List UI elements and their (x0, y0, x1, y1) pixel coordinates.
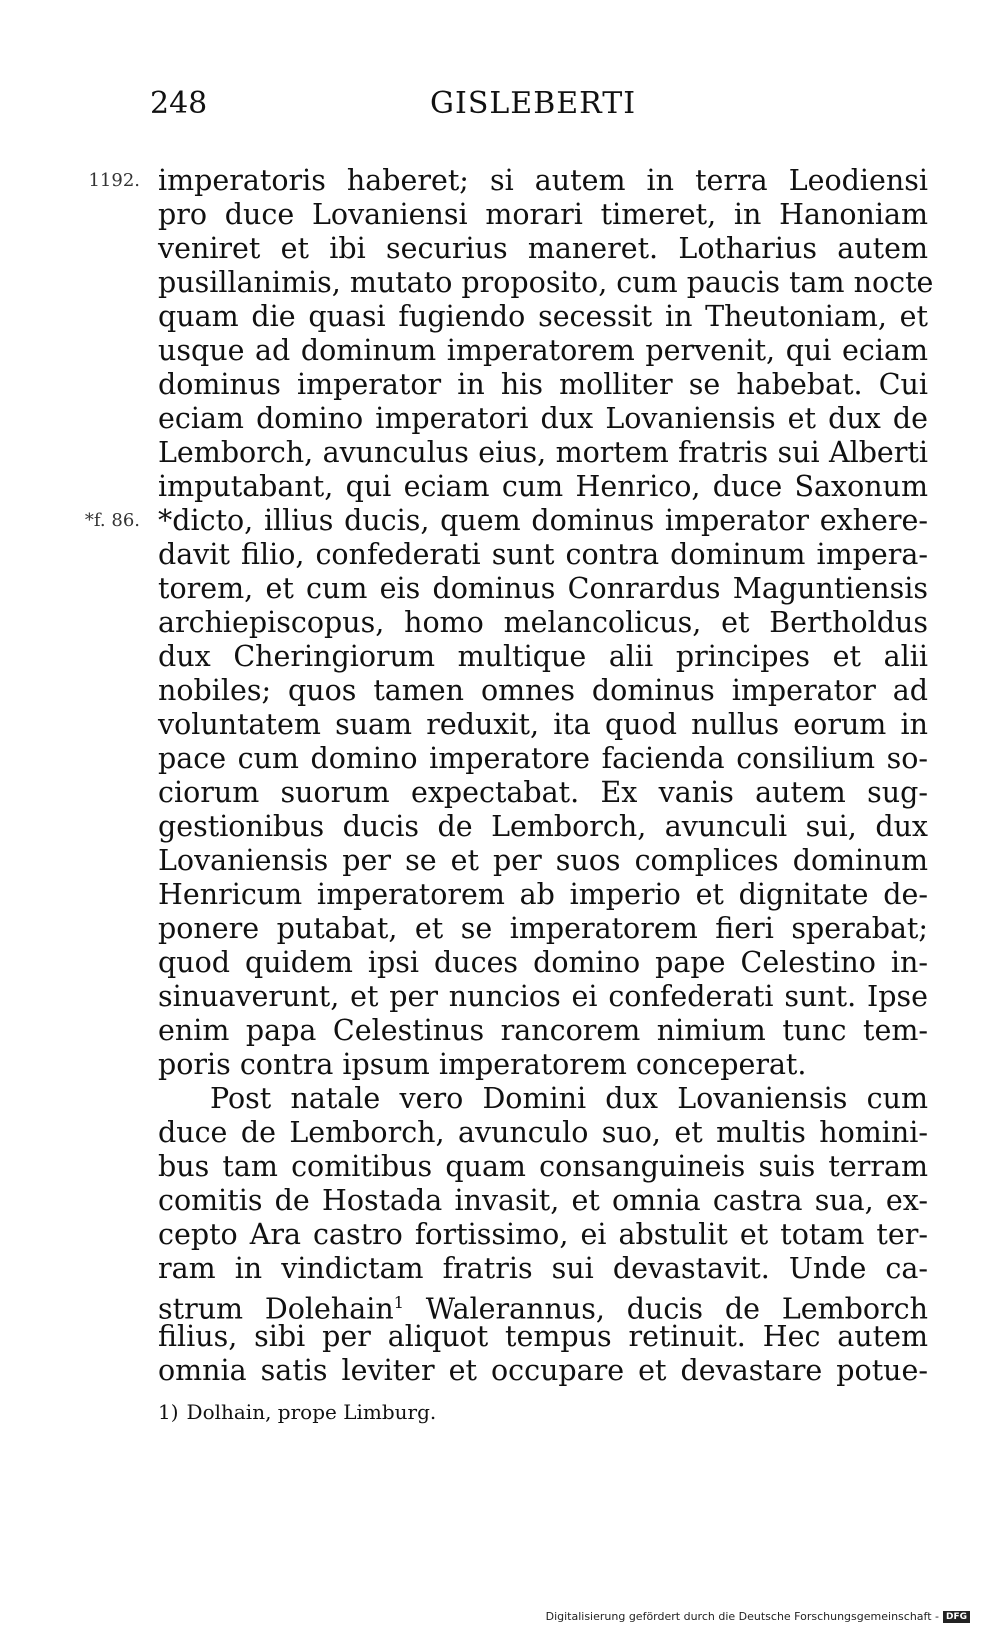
text-line: ram in vindictam fratris sui devastavit. Unde ca- (158, 1252, 928, 1285)
text-line: pusillanimis, mutato proposito, cum paucis tam nocte (158, 266, 934, 299)
footnote-text: Dolhain, prope Limburg. (186, 1400, 437, 1424)
text-line: quod quidem ipsi duces domino pape Celestino in- (158, 946, 928, 979)
text-line: 1192. imperatoris haberet; si autem in terra Leodiensi (88, 164, 928, 197)
text-line: eciam domino imperatori dux Lovaniensis et dux de (158, 402, 928, 435)
footnote-number: 1) (158, 1400, 179, 1424)
text-line: duce de Lemborch, avunculo suo, et multis homini- (158, 1116, 928, 1149)
text-line: comitis de Hostada invasit, et omnia castra sua, ex- (158, 1184, 928, 1217)
text-line: archiepiscopus, homo melancolicus, et Bertholdus (158, 606, 928, 639)
text-line: Henricum imperatorem ab imperio et dignitate de- (158, 878, 928, 911)
text-line: omnia satis leviter et occupare et devastare potue- (158, 1354, 928, 1387)
text-line: Lemborch, avunculus eius, mortem fratris sui Alberti (158, 436, 928, 469)
footnote-marker: 1 (393, 1293, 404, 1312)
text-line: quam die quasi fugiendo secessit in Theutoniam, et (158, 300, 928, 333)
footnote (158, 1400, 436, 1424)
text-line: torem, et cum eis dominus Conrardus Maguntiensis (158, 572, 928, 605)
text-line: Lovaniensis per se et per suos complices dominum (158, 844, 928, 877)
credit-text: Digitalisierung gefördert durch die Deutsche Forschungsgemeinschaft - (545, 1610, 939, 1623)
text-line: cepto Ara castro fortissimo, ei abstulit et totam ter- (158, 1218, 928, 1251)
text-line: bus tam comitibus quam consanguineis suis terram (158, 1150, 928, 1183)
text-line: voluntatem suam reduxit, ita quod nullus eorum in (158, 708, 928, 741)
text-line: usque ad dominum imperatorem pervenit, qui eciam (158, 334, 928, 367)
page-header (0, 86, 1000, 126)
text-line: enim papa Celestinus rancorem nimium tunc tem- (158, 1014, 928, 1047)
text-line: sinuaverunt, et per nuncios ei confederati sunt. Ipse (158, 980, 928, 1013)
running-title: GISLEBERTI (430, 86, 637, 121)
text-line: davit filio, confederati sunt contra dominum impera- (158, 538, 928, 571)
margin-year: 1192. (88, 170, 140, 191)
text-line: strum Dolehain$^1$ Walerannus, ducis de Lemborch (158, 1292, 928, 1326)
text-line: dominus imperator in his molliter se habebat. Cui (158, 368, 928, 401)
text-line: *f. 86. *dicto, illius ducis, quem dominus imperator exhere- (84, 504, 928, 537)
text-line: ponere putabat, et se imperatorem fieri sperabat; (158, 912, 928, 945)
page-number: 248 (150, 86, 208, 121)
text-line: pro duce Lovaniensi morari timeret, in Hanoniam (158, 198, 928, 231)
dfg-logo: DFG (943, 1611, 970, 1623)
text-line: pace cum domino imperatore facienda consilium so- (158, 742, 928, 775)
text-line: filius, sibi per aliquot tempus retinuit. Hec autem (158, 1320, 928, 1353)
text-line: nobiles; quos tamen omnes dominus imperator ad (158, 674, 928, 707)
margin-folio: *f. 86. (84, 510, 140, 531)
text-line: gestionibus ducis de Lemborch, avunculi sui, dux (158, 810, 928, 843)
digitization-credit (546, 1610, 970, 1623)
text-line: veniret et ibi securius maneret. Lotharius autem (158, 232, 928, 265)
text-line: imputabant, qui eciam cum Henrico, duce Saxonum (158, 470, 928, 503)
text-line: ciorum suorum expectabat. Ex vanis autem sug- (158, 776, 928, 809)
text-line: poris contra ipsum imperatorem conceperat. (158, 1048, 807, 1081)
text-line: dux Cheringiorum multique alii principes et alii (158, 640, 928, 673)
body-text (84, 164, 934, 1388)
text-line: Post natale vero Domini dux Lovaniensis cum (210, 1082, 928, 1115)
